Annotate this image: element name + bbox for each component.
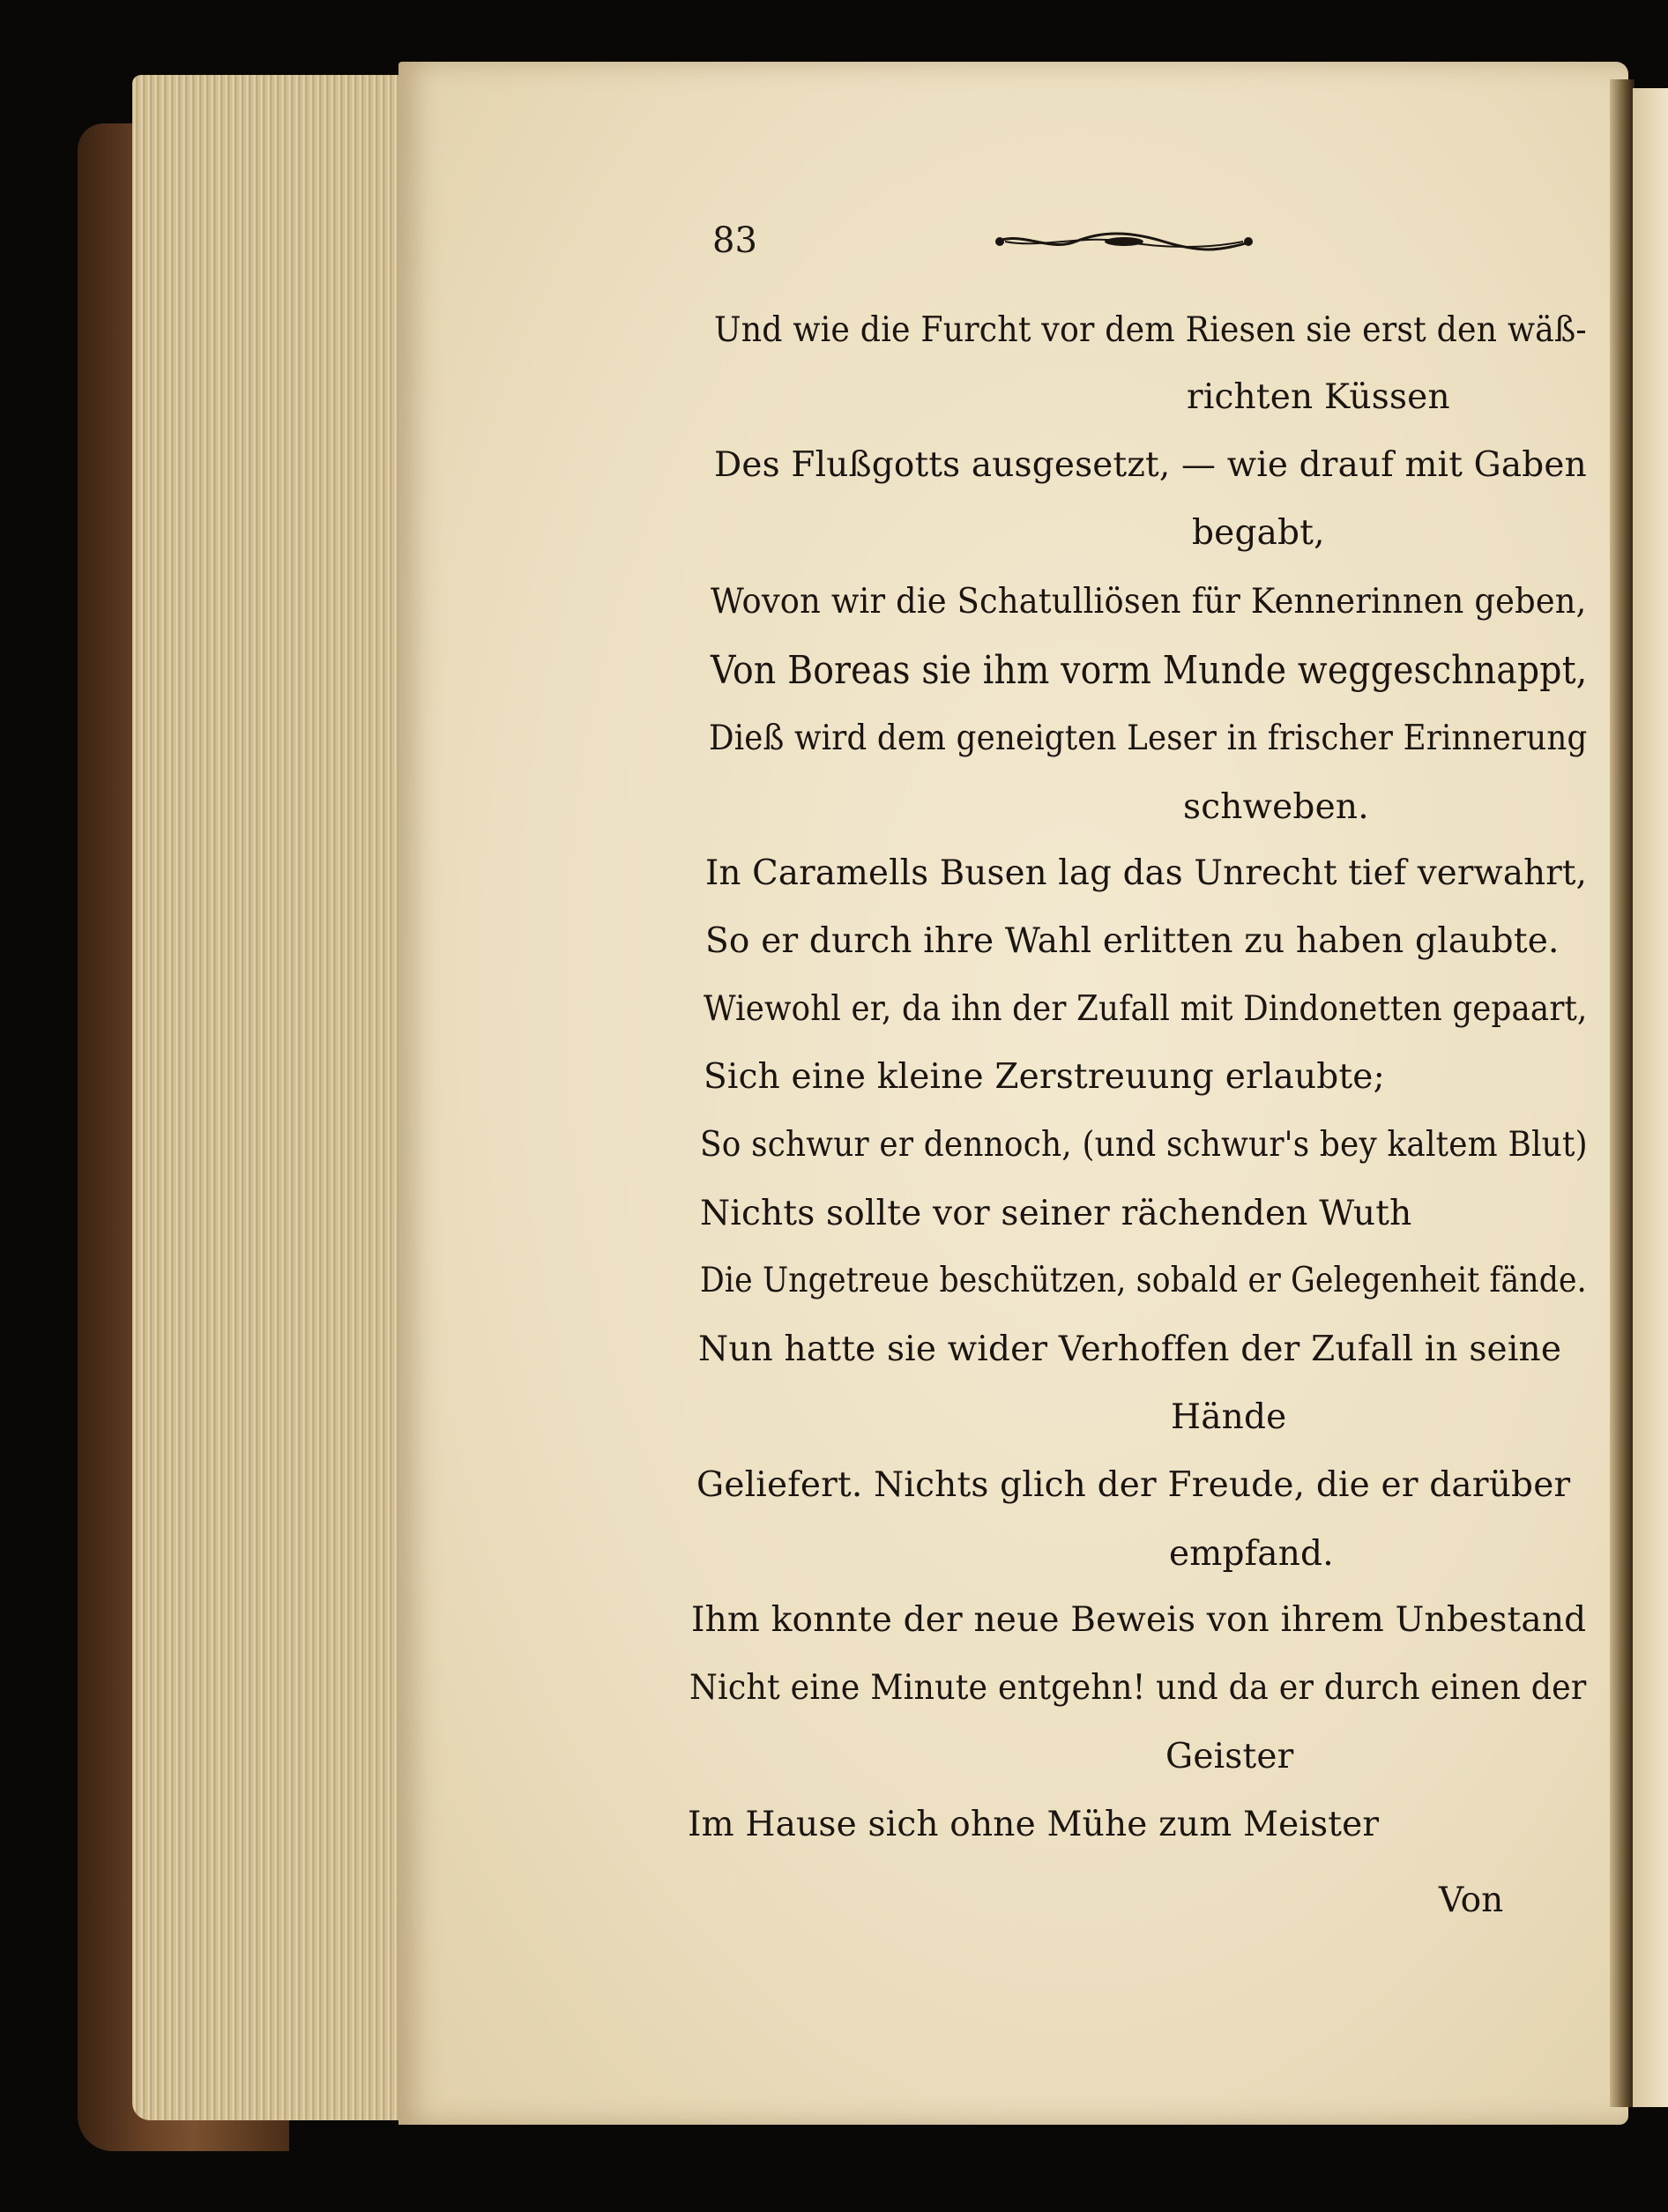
text-line-2: richten Küssen xyxy=(1187,377,1450,417)
header-ornament-icon xyxy=(987,222,1261,261)
text-line-13: So schwur er dennoch, (und schwur's bey kaltem Blut) xyxy=(700,1125,1588,1165)
page-edges xyxy=(132,75,414,2120)
text-line-6: Von Boreas sie ihm vorm Munde weggeschnappt, xyxy=(711,648,1588,693)
text-line-22: Geister xyxy=(1165,1737,1294,1776)
text-line-20: Ihm konnte der neue Beweis von ihrem Unbestand xyxy=(691,1600,1587,1640)
text-line-17: Hände xyxy=(1171,1397,1287,1437)
text-line-4: begabt, xyxy=(1192,513,1325,553)
text-line-21: Nicht eine Minute entgehn! und da er durch einen der xyxy=(689,1668,1587,1708)
text-line-11: Wiewohl er, da ihn der Zufall mit Dindonetten gepaart, xyxy=(704,989,1588,1029)
text-line-19: empfand. xyxy=(1169,1534,1334,1574)
text-line-14: Nichts sollte vor seiner rächenden Wuth xyxy=(700,1194,1412,1233)
text-line-10: So er durch ihre Wahl erlitten zu haben glaubte. xyxy=(705,921,1560,961)
text-line-15: Die Ungetreue beschützen, sobald er Gelegenheit fände. xyxy=(700,1261,1587,1300)
text-line-23: Im Hause sich ohne Mühe zum Meister xyxy=(688,1805,1380,1844)
page-number: 83 xyxy=(712,220,757,261)
text-line-16: Nun hatte sie wider Verhoffen der Zufall in seine xyxy=(698,1329,1562,1369)
text-line-1: Und wie die Furcht vor dem Riesen sie erst den wäß- xyxy=(714,310,1587,350)
facing-page-edge xyxy=(1633,88,1668,2107)
catchword: Von xyxy=(1439,1881,1504,1920)
text-line-5: Wovon wir die Schatulliösen für Kennerinnen geben, xyxy=(711,582,1587,622)
text-line-12: Sich eine kleine Zerstreuung erlaubte; xyxy=(704,1057,1385,1097)
text-line-7: Dieß wird dem geneigten Leser in frischer Erinnerung xyxy=(709,719,1588,758)
book-gutter xyxy=(1610,79,1634,2107)
text-line-9: In Caramells Busen lag das Unrecht tief verwahrt, xyxy=(705,853,1588,893)
text-line-8: schweben. xyxy=(1183,787,1369,827)
text-line-3: Des Flußgotts ausgesetzt, — wie drauf mit Gaben xyxy=(714,445,1587,485)
text-line-18: Geliefert. Nichts glich der Freude, die er darüber xyxy=(696,1465,1571,1505)
